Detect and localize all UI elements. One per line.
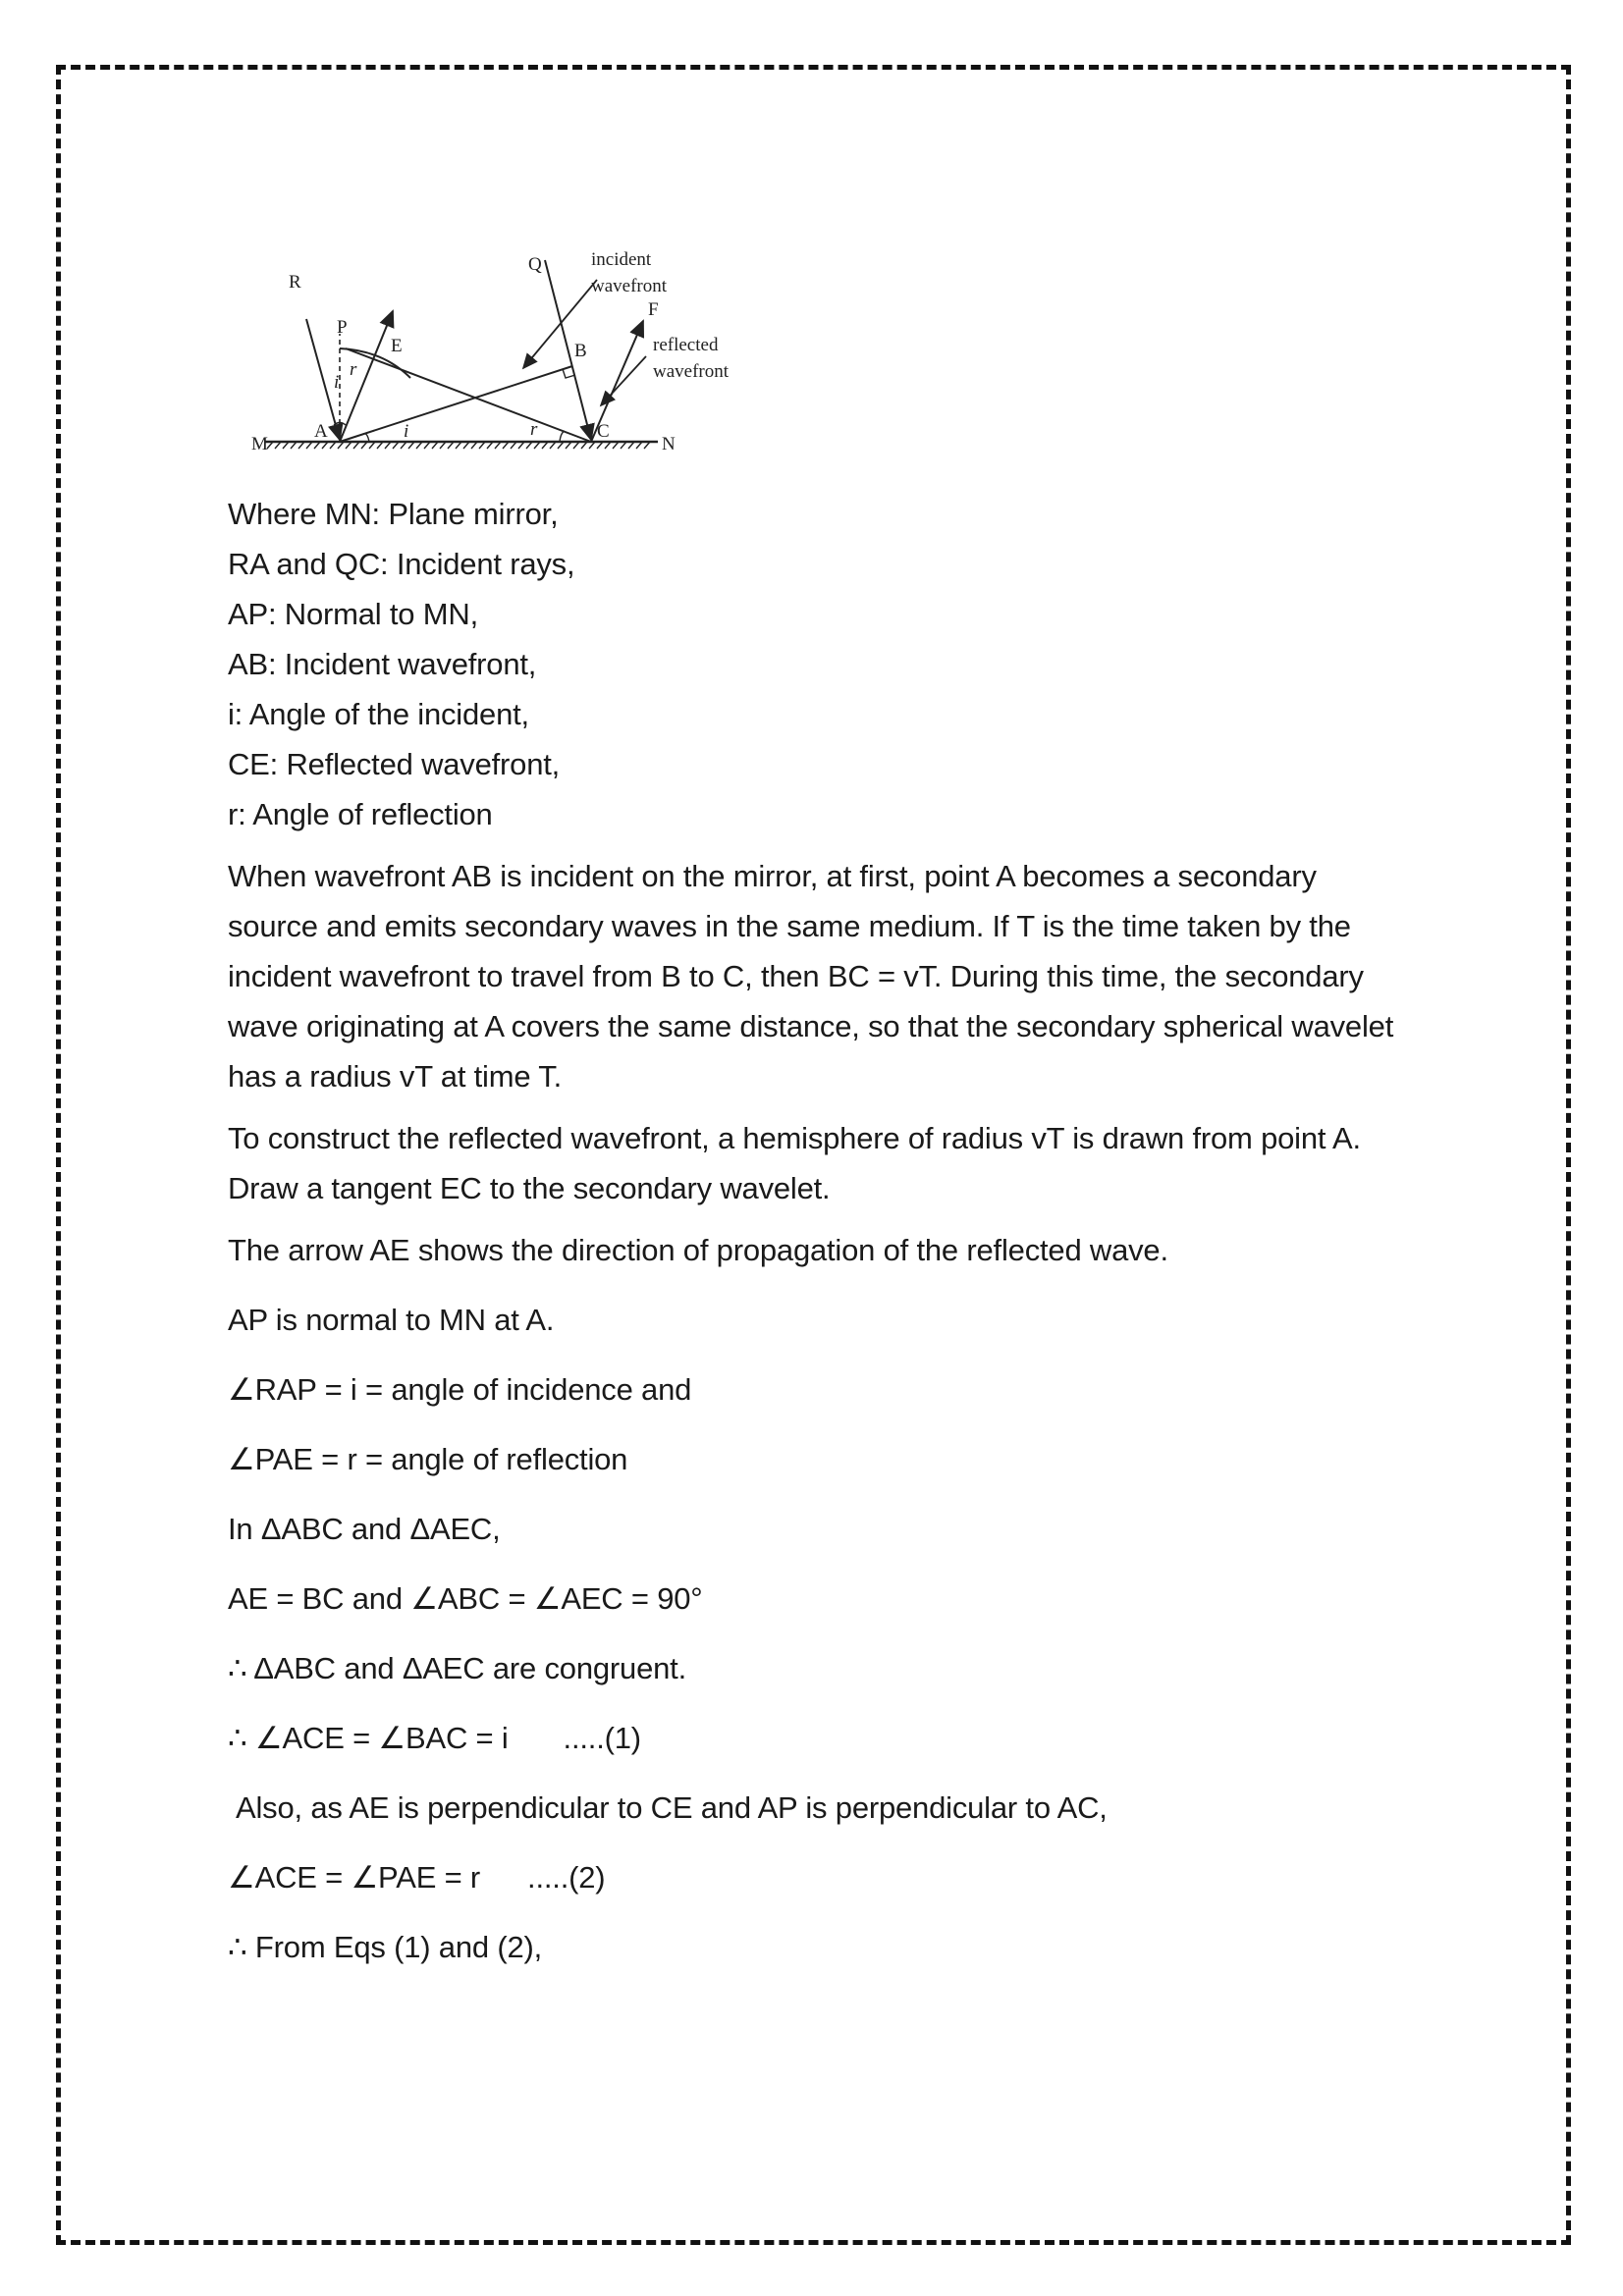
label-i-bottom: i <box>404 421 409 442</box>
paragraph-arrow-ae: The arrow AE shows the direction of propagation of the reflected wave. <box>228 1233 1168 1267</box>
statement-congruent: ∴ ΔABC and ΔAEC are congruent. <box>228 1651 686 1685</box>
statement-angle-incidence: ∠RAP = i = angle of incidence and <box>228 1372 692 1407</box>
reflected-wavefront-pointer <box>601 356 646 405</box>
legend-item: i: Angle of the incident, <box>228 697 529 731</box>
legend-item: Where MN: Plane mirror, <box>228 497 559 531</box>
legend-item: r: Angle of reflection <box>228 797 493 831</box>
legend-item: CE: Reflected wavefront, <box>228 747 561 781</box>
reflection-diagram <box>245 240 766 466</box>
angle-arc-r-bottom <box>560 431 565 442</box>
statement-triangles: In ΔABC and ΔAEC, <box>228 1512 501 1546</box>
label-r-left: r <box>350 359 357 380</box>
label-r: R <box>289 272 301 293</box>
reflection-diagram-svg <box>245 240 766 466</box>
label-reflected-wavefront-2: wavefront <box>653 361 730 382</box>
statement-angle-reflection: ∠PAE = r = angle of reflection <box>228 1442 628 1476</box>
reflected-ray-ae <box>340 311 393 442</box>
label-q: Q <box>528 254 542 275</box>
diagram-legend <box>228 489 1406 839</box>
statement-normal: AP is normal to MN at A. <box>228 1303 555 1337</box>
label-m: M <box>251 434 268 454</box>
incident-wavefront-ab <box>340 366 572 442</box>
equation-1 <box>228 1713 1406 1763</box>
statement-equal-sides: AE = BC and ∠ABC = ∠AEC = 90° <box>228 1581 703 1616</box>
equation-1-body: ∴ ∠ACE = ∠BAC = i <box>228 1721 509 1755</box>
label-e: E <box>391 336 403 356</box>
legend-item: RA and QC: Incident rays, <box>228 547 575 581</box>
label-i-left: i <box>334 372 340 393</box>
label-reflected-wavefront-1: reflected <box>653 335 719 355</box>
label-a: A <box>314 421 328 442</box>
equation-1-number: .....(1) <box>563 1721 641 1755</box>
label-b: B <box>574 341 587 361</box>
label-incident-wavefront-2: wavefront <box>591 276 668 296</box>
label-r-bottom: r <box>530 419 538 440</box>
equation-2-number: .....(2) <box>527 1860 606 1895</box>
equation-2 <box>228 1852 1406 1902</box>
paragraph-secondary-source: When wavefront AB is incident on the mirror, at first, point A becomes a secondary source and emits secondary waves in the same medium. If T is the time taken by the incident wavefront to travel from B to C, then BC = vT. During this time, the secondary wave originating at A covers the same distance, so that the secondary spherical wavelet has a radius vT at time T. <box>228 859 1394 1094</box>
paragraph-construction: To construct the reflected wavefront, a hemisphere of radius vT is drawn from point A. Draw a tangent EC to the secondary wavelet. <box>228 1121 1361 1205</box>
label-incident-wavefront-1: incident <box>591 249 652 270</box>
statement-perpendicular: Also, as AE is perpendicular to CE and AP is perpendicular to AC, <box>236 1790 1108 1825</box>
label-f: F <box>648 299 659 320</box>
equation-2-body: ∠ACE = ∠PAE = r <box>228 1860 481 1895</box>
statement-conclusion: ∴ From Eqs (1) and (2), <box>228 1930 543 1964</box>
legend-item: AB: Incident wavefront, <box>228 647 537 681</box>
label-n: N <box>662 434 676 454</box>
document-body <box>228 489 1406 1972</box>
label-p: P <box>337 317 348 338</box>
legend-item: AP: Normal to MN, <box>228 597 478 631</box>
label-c: C <box>597 421 610 442</box>
